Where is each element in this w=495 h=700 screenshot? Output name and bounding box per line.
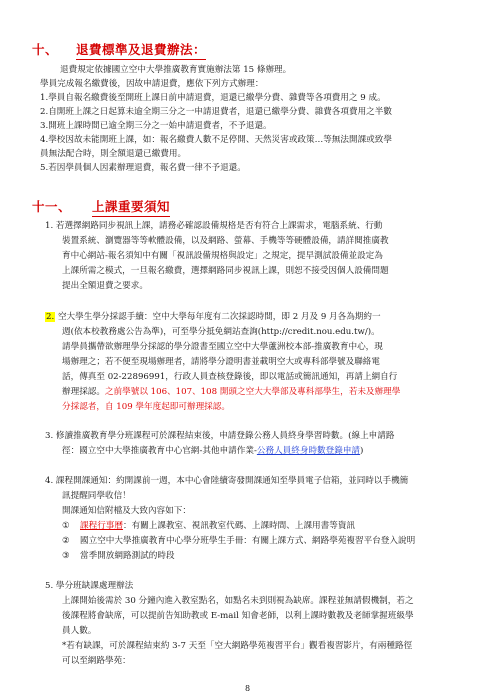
notice-5-line: 員人數。 <box>62 626 97 636</box>
item-marker: ① <box>62 521 70 531</box>
page-number: 8 <box>244 684 251 693</box>
refund-item: 2.自開班上課之日起算未逾全期三分之一申請退費者，退還已繳學分費、雜費各項費用之半數 <box>40 107 392 117</box>
section-11-heading <box>32 197 170 217</box>
refund-item: 5.若因學員個人因素辦理退費，報名費一律不予退還。 <box>40 163 246 173</box>
notice-4-line: 4. 課程開課通知：約開課前一週，本中心會陸續寄發開課通知至學員電子信箱，並同時以手機簡 <box>45 476 409 486</box>
notice-1-line: 育中心網站-報名須知中有關「視訊設備規格與設定」之規定，提早測試設備並設定為 <box>62 251 383 261</box>
item-marker: ② <box>62 536 70 546</box>
notice-2-text: 空大學生學分採認手續：空中大學每年度有二次採認時間，即 2 月及 9 月各為期約一 <box>57 312 381 322</box>
notice-2-line: 請學員攜帶欲辦理學分採認的學分證書至國立空中大學蘆洲校本部-推廣教育中心，現 <box>62 342 383 352</box>
notice-3-close: ) <box>360 446 364 456</box>
attachment-text: 當季開放網路測試的時段 <box>80 551 175 561</box>
notice-4-line: 訊提醒同學收信！ <box>62 491 131 501</box>
attachment-item <box>62 520 355 534</box>
notice-2-line: 話，傳真至 02-22896991，行政人員查核登錄後，即以電話或簡訊通知，再請上網自行 <box>62 372 398 382</box>
attachment-text: 國立空中大學推廣教育中心學分班學生手冊：有關上課方式、網路學苑複習平台登入說明 <box>80 536 416 546</box>
notice-2-red-note: 之前學號以 106、107、108 開頭之空大大學部及專科部學生，若未及辦理學 <box>104 387 401 397</box>
notice-1-line: 1. 若選擇網路同步視訊上課，請務必確認設備規格是否有符合上課需求，電腦系統、行動 <box>45 221 383 231</box>
notice-2-red-note-2: 分採認者，自 109 學年度起即可辦理採認。 <box>62 402 230 412</box>
refund-item: 1.學員自報名繳費後至開班上課日前申請退費，退還已繳學分費、雜費等各項費用之 9 成。 <box>40 93 386 103</box>
section-11-number: 十一、 <box>32 199 72 214</box>
refund-item: 員無法配合時，則全額退還已繳費用。 <box>40 149 187 159</box>
notice-1-line: 裝置系統、瀏覽器等等軟體設備，以及網路、螢幕、手機等等硬體設備，請詳閱推廣教 <box>62 236 389 246</box>
notice-3-path: 徑：國立空中大學推廣教育中心官網-其他申請作業- <box>62 446 257 456</box>
section-11-title: 上課重要須知 <box>92 197 170 217</box>
notice-5-line: 後課程將會缺席，可以提前告知助教或 E-mail 知會老師，以利上課時數教及老師掌握班級學 <box>62 611 414 621</box>
civil-servant-hours-link[interactable]: 公務人員終身時數登錄申請 <box>256 446 361 456</box>
course-calendar-link[interactable]: 課程行事曆 <box>80 521 123 531</box>
notice-5-line: *若有缺課，可於課程結束約 3-7 天至「空大網路學苑複習平台」觀看複習影片，有兩種路徑 <box>62 641 413 651</box>
section-10-number: 十、 <box>32 42 59 57</box>
attachment-text: ：有關上課教室、視訊教室代碼、上課時間、上課用書等資訊 <box>122 521 356 531</box>
attachment-item <box>62 535 415 549</box>
notice-2-tail-line <box>62 386 400 400</box>
notice-2-first-line <box>45 311 381 325</box>
section-10-heading <box>32 40 206 60</box>
notice-2-line: 週(依本校教務處公告為準)，可至學分抵免網站查詢(http://credit.nou.edu.tw/)。 <box>62 327 380 337</box>
notice-5-line: 可以至網路學苑： <box>62 656 131 666</box>
refund-item: 4.學校因故未能開班上課，如：報名繳費人數不足停開、天然災害或政策…等無法開課或致學 <box>40 135 392 145</box>
notice-2-tail: 辦理採認。 <box>62 387 105 397</box>
notice-5-line: 上課開始後需於 30 分鐘內進入教室點名，如點名未到則視為缺席。課程並無請假機制，若之 <box>62 596 414 606</box>
refund-intro-2: 學員完成報名繳費後，因故申請退費，應依下列方式辦理： <box>40 79 264 89</box>
notice-3-line-2 <box>62 445 363 459</box>
attachment-item <box>62 550 175 564</box>
notice-2-number-highlight: 2. <box>46 312 55 322</box>
refund-item: 3.開班上課時間已逾全期三分之一始申請退費者，不予退還。 <box>40 121 272 131</box>
refund-intro: 退費規定依據國立空中大學推廣教育實施辦法第 15 條辦理。 <box>60 65 292 75</box>
section-10-title: 退費標準及退費辦法： <box>76 40 206 60</box>
notice-3-line: 3. 修讀推廣教育學分班課程可於課程結束後，申請登錄公務人員終身學習時數。(線上申請路 <box>45 431 395 441</box>
notice-4-line: 開課通知信附檔及大致內容如下： <box>62 506 191 516</box>
notice-1-line: 上課所需之模式，一旦報名繳費，選擇網路同步視訊上課，則恕不接受因個人設備問題 <box>62 266 389 276</box>
notice-5-line: 5. 學分班缺課處理辦法 <box>45 581 134 591</box>
notice-1-line: 提出全額退費之要求。 <box>62 281 148 291</box>
notice-2-line: 場辦理之；若不便至現場辦理者，請將學分證明書並載明空大或專科部學號及聯絡電 <box>62 357 380 367</box>
item-marker: ③ <box>62 551 70 561</box>
